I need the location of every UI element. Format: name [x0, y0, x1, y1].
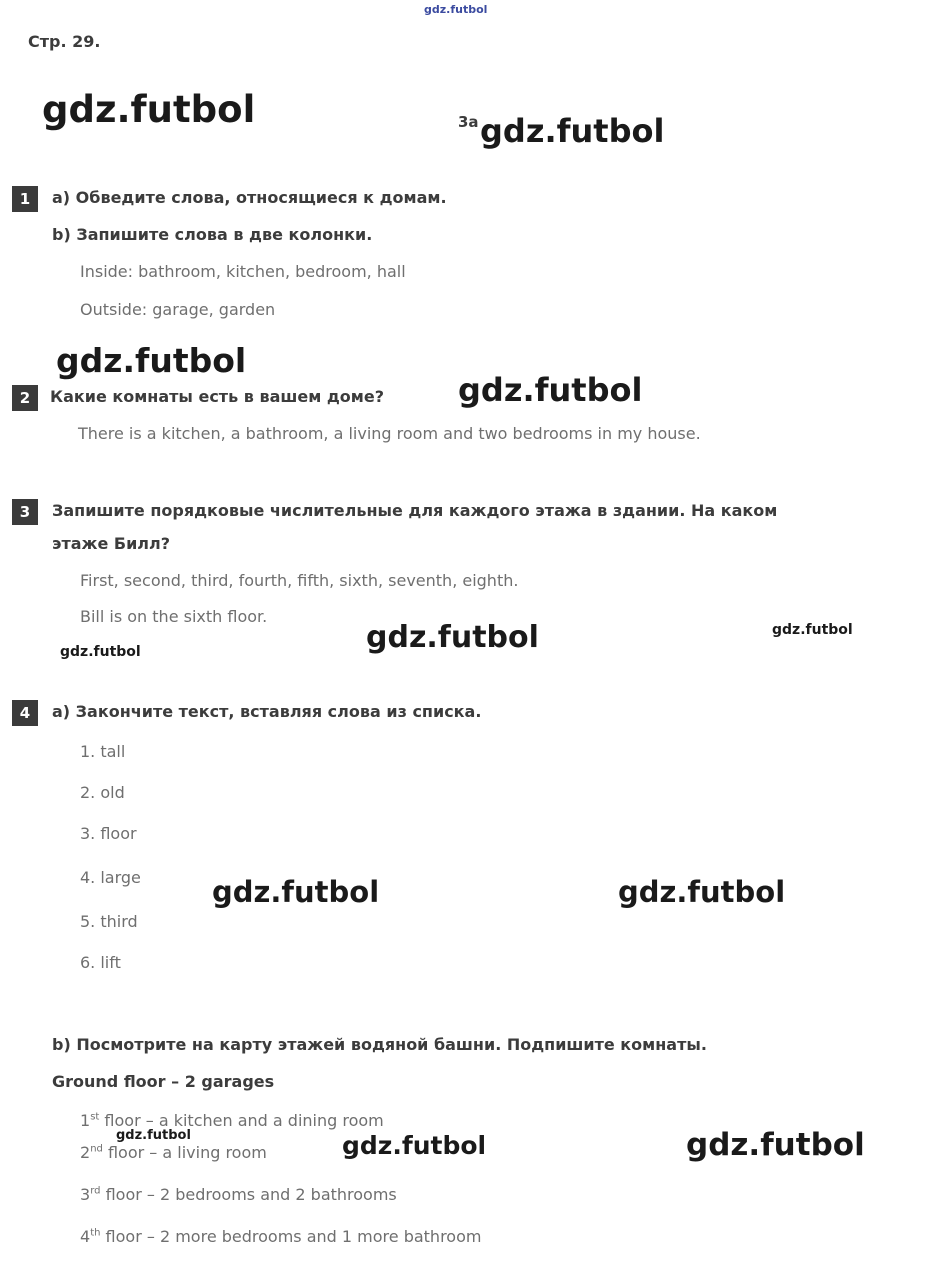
task-1-line-b: b) Запишите слова в две колонки.: [52, 225, 373, 245]
task-3-question-line-2: этаже Билл?: [52, 534, 171, 554]
floor-2-text: floor – a living room: [102, 1143, 267, 1163]
watermark: gdz.futbol: [480, 112, 665, 150]
watermark: gdz.futbol: [56, 341, 247, 380]
watermark: gdz.futbol: [42, 88, 256, 131]
watermark: gdz.futbol: [366, 620, 539, 655]
task-4-item-3: 3. floor: [80, 824, 137, 844]
floor-1-number: 1: [80, 1111, 91, 1131]
task-4b-prompt: b) Посмотрите на карту этажей водяной башни. Подпишите комнаты.: [52, 1035, 707, 1054]
task-4b-floor-1: [80, 1109, 916, 1133]
task-4-body: [52, 700, 916, 975]
task-4-item-2: 2. old: [80, 783, 125, 803]
task-3-body: [52, 499, 916, 629]
floor-3-ordinal-suffix: rd: [90, 1186, 101, 1198]
task-1-line-a: a) Обведите слова, относящиеся к домам.: [52, 188, 447, 207]
floor-4-number: 4: [80, 1227, 91, 1247]
watermark: gdz.futbol: [212, 875, 380, 909]
task-2-number: 2: [12, 385, 38, 411]
floor-3-number: 3: [80, 1185, 91, 1205]
floor-1-ordinal-suffix: st: [90, 1112, 100, 1124]
floor-2-number: 2: [80, 1143, 91, 1163]
floor-4-text: floor – 2 more bedrooms and 1 more bathroom: [100, 1227, 482, 1247]
task-4: [12, 700, 916, 975]
task-4-item-1: 1. tall: [80, 742, 126, 762]
task-1-answer-outside: Outside: garage, garden: [80, 300, 276, 320]
task-3-question-line-1: Запишите порядковые числительные для каждого этажа в здании. На каком: [52, 501, 778, 520]
task-3-number: 3: [12, 499, 38, 525]
watermark: gdz.futbol: [60, 644, 141, 660]
floor-1-text: floor – a kitchen and a dining room: [99, 1111, 384, 1131]
floor-3-text: floor – 2 bedrooms and 2 bathrooms: [100, 1185, 397, 1205]
task-4-part-b: [12, 1033, 916, 1249]
task-2-body: [50, 385, 916, 446]
task-4b-floor-4: [80, 1225, 916, 1249]
task-1: [12, 186, 916, 322]
floor-2-ordinal-suffix: nd: [90, 1144, 103, 1156]
exercise-marker-3a: 3a: [458, 113, 479, 131]
watermark: gdz.futbol: [618, 875, 786, 909]
task-4-item-4: 4. large: [80, 868, 141, 888]
task-1-answer-inside: Inside: bathroom, kitchen, bedroom, hall: [80, 262, 406, 282]
task-2-question: Какие комнаты есть в вашем доме?: [50, 387, 384, 406]
watermark: gdz.futbol: [772, 622, 853, 638]
task-2-answer: There is a kitchen, a bathroom, a living room and two bedrooms in my house.: [78, 424, 701, 444]
task-4b-floor-3: [80, 1183, 916, 1207]
watermark: gdz.futbol: [116, 1128, 191, 1143]
task-3: [12, 499, 916, 629]
task-3-answer-ordinals: First, second, third, fourth, fifth, sixth, seventh, eighth.: [80, 571, 519, 591]
page-number-label: Стр. 29.: [28, 32, 101, 51]
watermark: gdz.futbol: [342, 1131, 487, 1160]
task-4-item-5: 5. third: [80, 912, 138, 932]
task-4-line-a: a) Закончите текст, вставляя слова из списка.: [52, 702, 482, 721]
floor-4-ordinal-suffix: th: [90, 1228, 101, 1240]
task-2: [12, 385, 916, 446]
task-1-number: 1: [12, 186, 38, 212]
task-4b-ground-floor: Ground floor – 2 garages: [52, 1072, 275, 1092]
task-1-body: [52, 186, 916, 322]
watermark: gdz.futbol: [686, 1127, 865, 1163]
task-3-answer-bill: Bill is on the sixth floor.: [80, 607, 268, 627]
task-4b-floor-2: [80, 1141, 916, 1165]
watermark: gdz.futbol: [458, 371, 643, 409]
task-4-item-6: 6. lift: [80, 953, 121, 973]
task-4b-body: [52, 1033, 916, 1249]
watermark: gdz.futbol: [424, 3, 488, 16]
task-4-number: 4: [12, 700, 38, 726]
